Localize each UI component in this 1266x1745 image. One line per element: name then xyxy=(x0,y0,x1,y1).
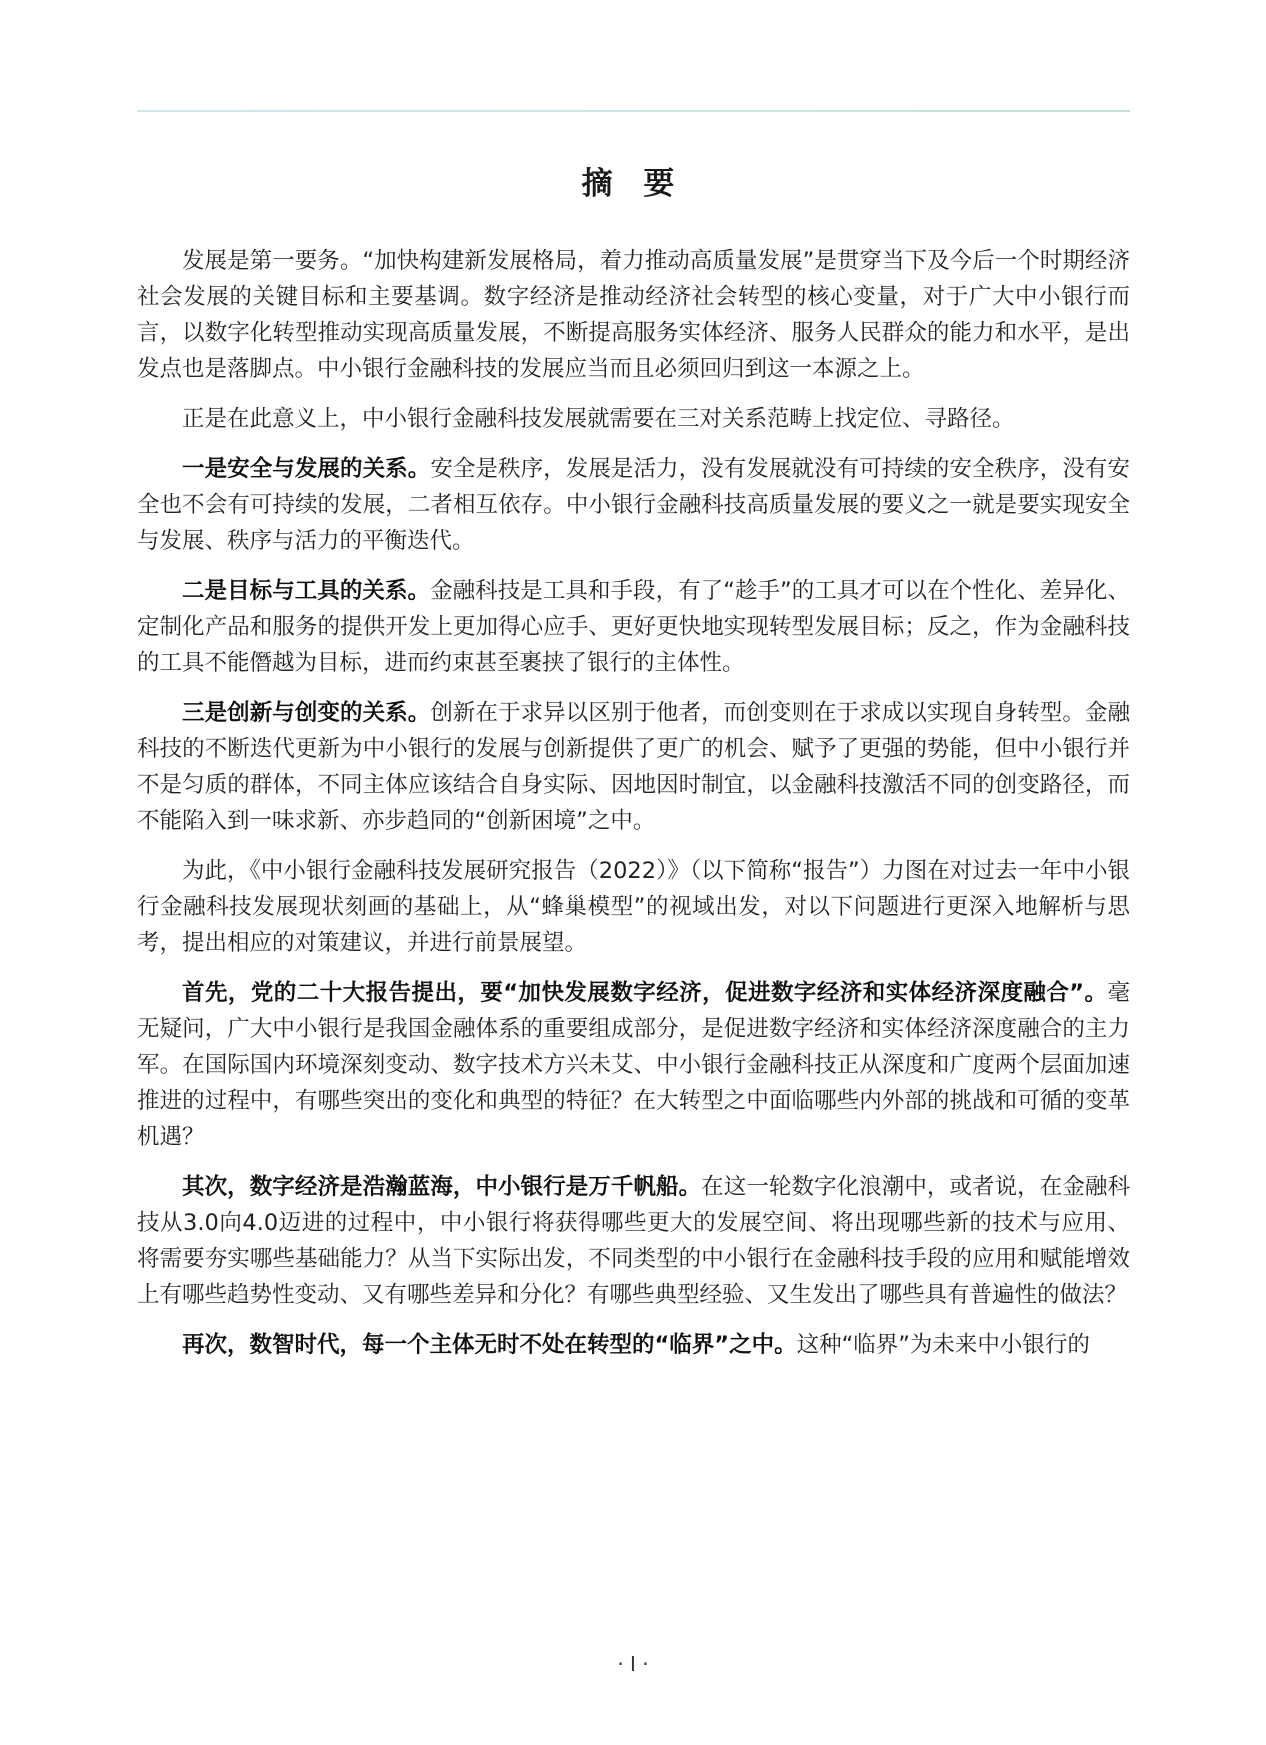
paragraph-lead: 一是安全与发展的关系。 xyxy=(182,456,431,482)
paragraph-text: 创新在于求异以区别于他者，而创变则在于求成以实现自身转型。金融科技的不断迭代更新为中小银行的发展与创新提供了更广的机会、赋予了更强的势能，但中小银行并不是匀质的群体，不同主体应该结合自身实际、因地因时制宜，以金融科技激活不同的创变路径，而不能陷入到一味求新、亦步趋同的“创新困境”之中。 xyxy=(137,700,1130,834)
paragraph xyxy=(137,573,1130,681)
paragraph-lead: 再次，数智时代，每一个主体无时不处在转型的“临界”之中。 xyxy=(182,1332,797,1358)
paragraph xyxy=(137,975,1130,1155)
paragraph-text: 这种“临界”为未来中小银行的 xyxy=(796,1332,1090,1358)
paragraph xyxy=(137,853,1130,961)
paragraph-lead: 二是目标与工具的关系。 xyxy=(182,578,431,604)
paragraph-text: 正是在此意义上，中小银行金融科技发展就需要在三对关系范畴上找定位、寻路径。 xyxy=(182,406,1015,432)
paragraph xyxy=(137,243,1130,387)
paragraph-lead: 首先，党的二十大报告提出，要“加快发展数字经济，促进数字经济和实体经济深度融合”。 xyxy=(182,980,1108,1006)
paragraph-text: 安全是秩序，发展是活力，没有发展就没有可持续的安全秩序，没有安全也不会有可持续的发展，二者相互依存。中小银行金融科技高质量发展的要义之一就是要实现安全与发展、秩序与活力的平衡迭代。 xyxy=(137,456,1130,554)
paragraph xyxy=(137,695,1130,839)
page-title: 摘 要 xyxy=(581,166,685,202)
paragraph xyxy=(137,401,1130,437)
paragraph-lead: 三是创新与创变的关系。 xyxy=(182,700,431,726)
paragraph-text: 金融科技是工具和手段，有了“趁手”的工具才可以在个性化、差异化、定制化产品和服务的提供开发上更加得心应手、更好更快地实现转型发展目标；反之，作为金融科技的工具不能僭越为目标，进而约束甚至裹挟了银行的主体性。 xyxy=(137,578,1130,676)
header-rule xyxy=(137,110,1130,112)
body-text xyxy=(137,243,1130,1377)
paragraph xyxy=(137,1327,1130,1363)
paragraph-text: 为此，《中小银行金融科技发展研究报告（2022）》（以下简称“报告”）力图在对过去一年中小银行金融科技发展现状刻画的基础上，从“蜂巢模型”的视域出发，对以下问题进行更深入地解析与思考，提出相应的对策建议，并进行前景展望。 xyxy=(137,858,1130,956)
paragraph-text: 发展是第一要务。“加快构建新发展格局，着力推动高质量发展”是贯穿当下及今后一个时期经济社会发展的关键目标和主要基调。数字经济是推动经济社会转型的核心变量，对于广大中小银行而言，以数字化转型推动实现高质量发展，不断提高服务实体经济、服务人民群众的能力和水平，是出发点也是落脚点。中小银行金融科技的发展应当而且必须回归到这一本源之上。 xyxy=(137,248,1130,382)
paragraph xyxy=(137,1169,1130,1313)
paragraph-text: 毫无疑问，广大中小银行是我国金融体系的重要组成部分，是促进数字经济和实体经济深度融合的主力军。在国际国内环境深刻变动、数字技术方兴未艾、中小银行金融科技正从深度和广度两个层面加速推进的过程中，有哪些突出的变化和典型的特征？在大转型之中面临哪些内外部的挑战和可循的变革机遇？ xyxy=(137,980,1130,1150)
paragraph-text: 在这一轮数字化浪潮中，或者说，在金融科技从3.0向4.0迈进的过程中，中小银行将获得哪些更大的发展空间、将出现哪些新的技术与应用、将需要夯实哪些基础能力？从当下实际出发，不同类型的中小银行在金融科技手段的应用和赋能增效上有哪些趋势性变动、又有哪些差异和分化？有哪些典型经验、又生发出了哪些具有普遍性的做法？ xyxy=(137,1174,1130,1308)
page-number: · I · xyxy=(617,1652,649,1676)
paragraph xyxy=(137,451,1130,559)
paragraph-lead: 其次，数字经济是浩瀚蓝海，中小银行是万千帆船。 xyxy=(182,1174,702,1200)
